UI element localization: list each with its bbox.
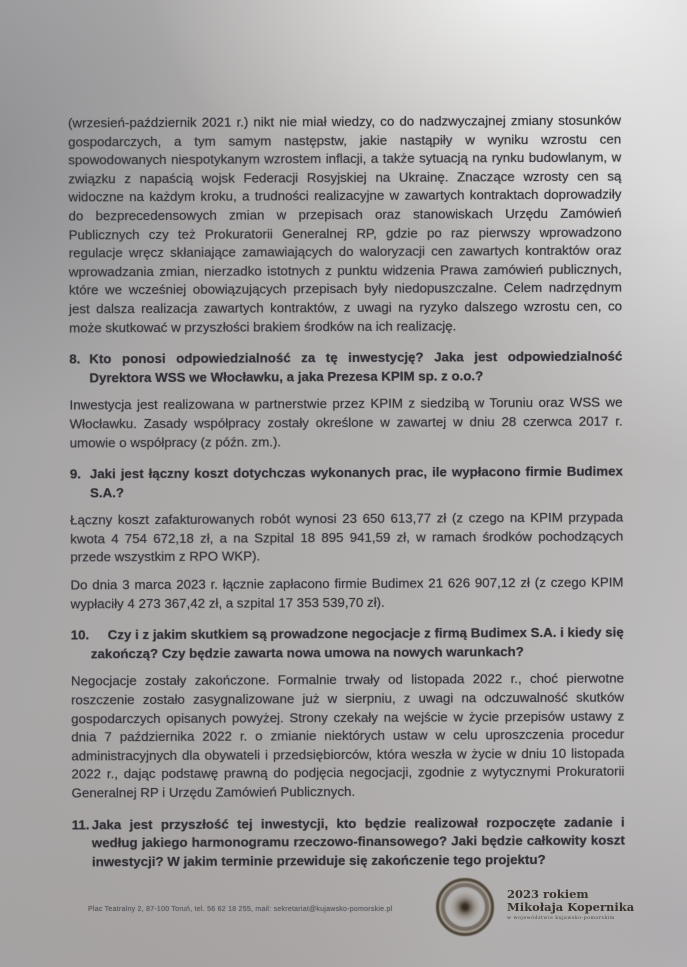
letterhead-footer <box>0 876 687 956</box>
copernicus-year-logo <box>436 878 634 936</box>
copernicus-logo-text <box>507 888 634 921</box>
footer-address: Plac Teatralny 2, 87-100 Toruń, tel. 56 62 18 255, mail: sekretariat@kujawsko-pomorskie.pl <box>88 906 393 913</box>
answer-8-paragraph: Inwestycja jest realizowana w partnerstwie przez KPIM z siedzibą w Toruniu oraz WSS we Włocławku. Zasady współpracy zostały określone w zawartej w dniu 28 czerwca 2017 r. umowie o współpracy (z późn. zm.). <box>69 394 623 450</box>
question-9 <box>70 463 623 503</box>
question-11-number: 11. <box>71 816 90 833</box>
answer-9-paragraph-1: Łączny koszt zafakturowanych robót wynosi 23 650 613,77 zł (z czego na KPIM przypada kwota 4 754 672,18 zł, a na Szpital 18 895 941,59 zł, w ramach środków pochodzących przede wszystkim z RPO WKP). <box>70 509 624 565</box>
question-11-text: Jaka jest przyszłość tej inwestycji, kto będzie realizował rozpoczęte zadanie i według jakiego harmonogramu rzeczowo-finansowego? Jaki będzie całkowity koszt inwestycji? W jakim terminie przewiduje się zakończenie tego projektu? <box>91 814 625 870</box>
question-8-text: Kto ponosi odpowiedzialność za tę inwestycję? Jaka jest odpowiedzialność Dyrektora WSS we Włocławku, a jaka Prezesa KPIM sp. z o.o.? <box>89 348 623 386</box>
question-11 <box>72 813 625 872</box>
question-8-number: 8. <box>69 351 81 367</box>
answer-10-paragraph: Negocjacje zostały zakończone. Formalnie trwały od listopada 2022 r., choć pierwotne roszczenie zostało zasygnalizowane już w sierpniu, z uwagi na odczuwalność skutków gospodarczych opisanych powyżej. Strony czekały na wejście w życie przepisów ustawy z dnia 7 października 2022 r. o zmianie niektórych ustaw w celu uproszczenia procedur administracyjnych dla obywateli i przedsiębiorców, która weszła w życie w dniu 10 listopada 2022 r., dając podstawę prawną do podjęcia negocjacji, zgodnie z wytycznymi Prokuratorii Generalnej RP i Urzędu Zamówień Publicznych. <box>70 670 625 801</box>
question-9-number: 9. <box>69 466 82 482</box>
question-10 <box>71 624 624 664</box>
logo-line-year: 2023 rokiem <box>507 887 589 901</box>
answer-9-paragraph-2: Do dnia 3 marca 2023 r. łącznie zapłacono firmie Budimex 21 626 907,12 zł (z czego KPIM wypłaciły 4 273 367,42 zł, a szpital 17 353 539,70 zł). <box>70 574 624 612</box>
question-8 <box>69 348 622 388</box>
letter-body <box>68 112 625 881</box>
logo-line-region: w województwie kujawsko-pomorskim <box>507 915 615 921</box>
intro-paragraph: (wrzesień-październik 2021 r.) nikt nie miał wiedzy, co do nadzwyczajnej zmiany stosunków gospodarczych, a tym samym następstw, jakie nastąpiły w wyniku wzrostu cen spowodowanych niespotykanym wzrostem inflacji, a także sytuacją na rynku budowlanym, w związku z napaścią wojsk Federacji Rosyjskiej na Ukrainę. Znaczące wzrosty cen są widoczne na każdym kroku, a trudności realizacyjne w zawartych kontraktach doprowadziły do bezprecedensowych zmian w przepisach oraz stanowiskach Urzędu Zamówień Publicznych czy też Prokuratorii Generalnej RP, gdzie po raz pierwszy wprowadzono regulacje wręcz skłaniające zamawiających do waloryzacji cen zawartych kontraktów oraz wprowadzania zmian, nierzadko istotnych z punktu widzenia Prawa zamówień publicznych, które we wcześniej obowiązujących przepisach były niedopuszczalne. Celem nadrzędnym jest dalsza realizacja zawartych kontraktów, z uwagi na ryzyko dalszego wzrostu cen, co może skutkować w przyszłości brakiem środków na ich realizację. <box>68 112 623 335</box>
logo-line-name: Mikołaja Kopernika <box>507 900 635 914</box>
question-10-text: Czy i z jakim skutkiem są prowadzone negocjacje z firmą Budimex S.A. i kiedy się zakończą? Czy będzie zawarta nowa umowa na nowych warunkach? <box>90 624 624 662</box>
copernicus-emblem-icon <box>436 878 494 936</box>
question-10-number: 10. <box>70 627 90 643</box>
question-9-text: Jaki jest łączny koszt dotychczas wykonanych prac, ile wypłacono firmie Budimex S.A.? <box>89 463 623 501</box>
